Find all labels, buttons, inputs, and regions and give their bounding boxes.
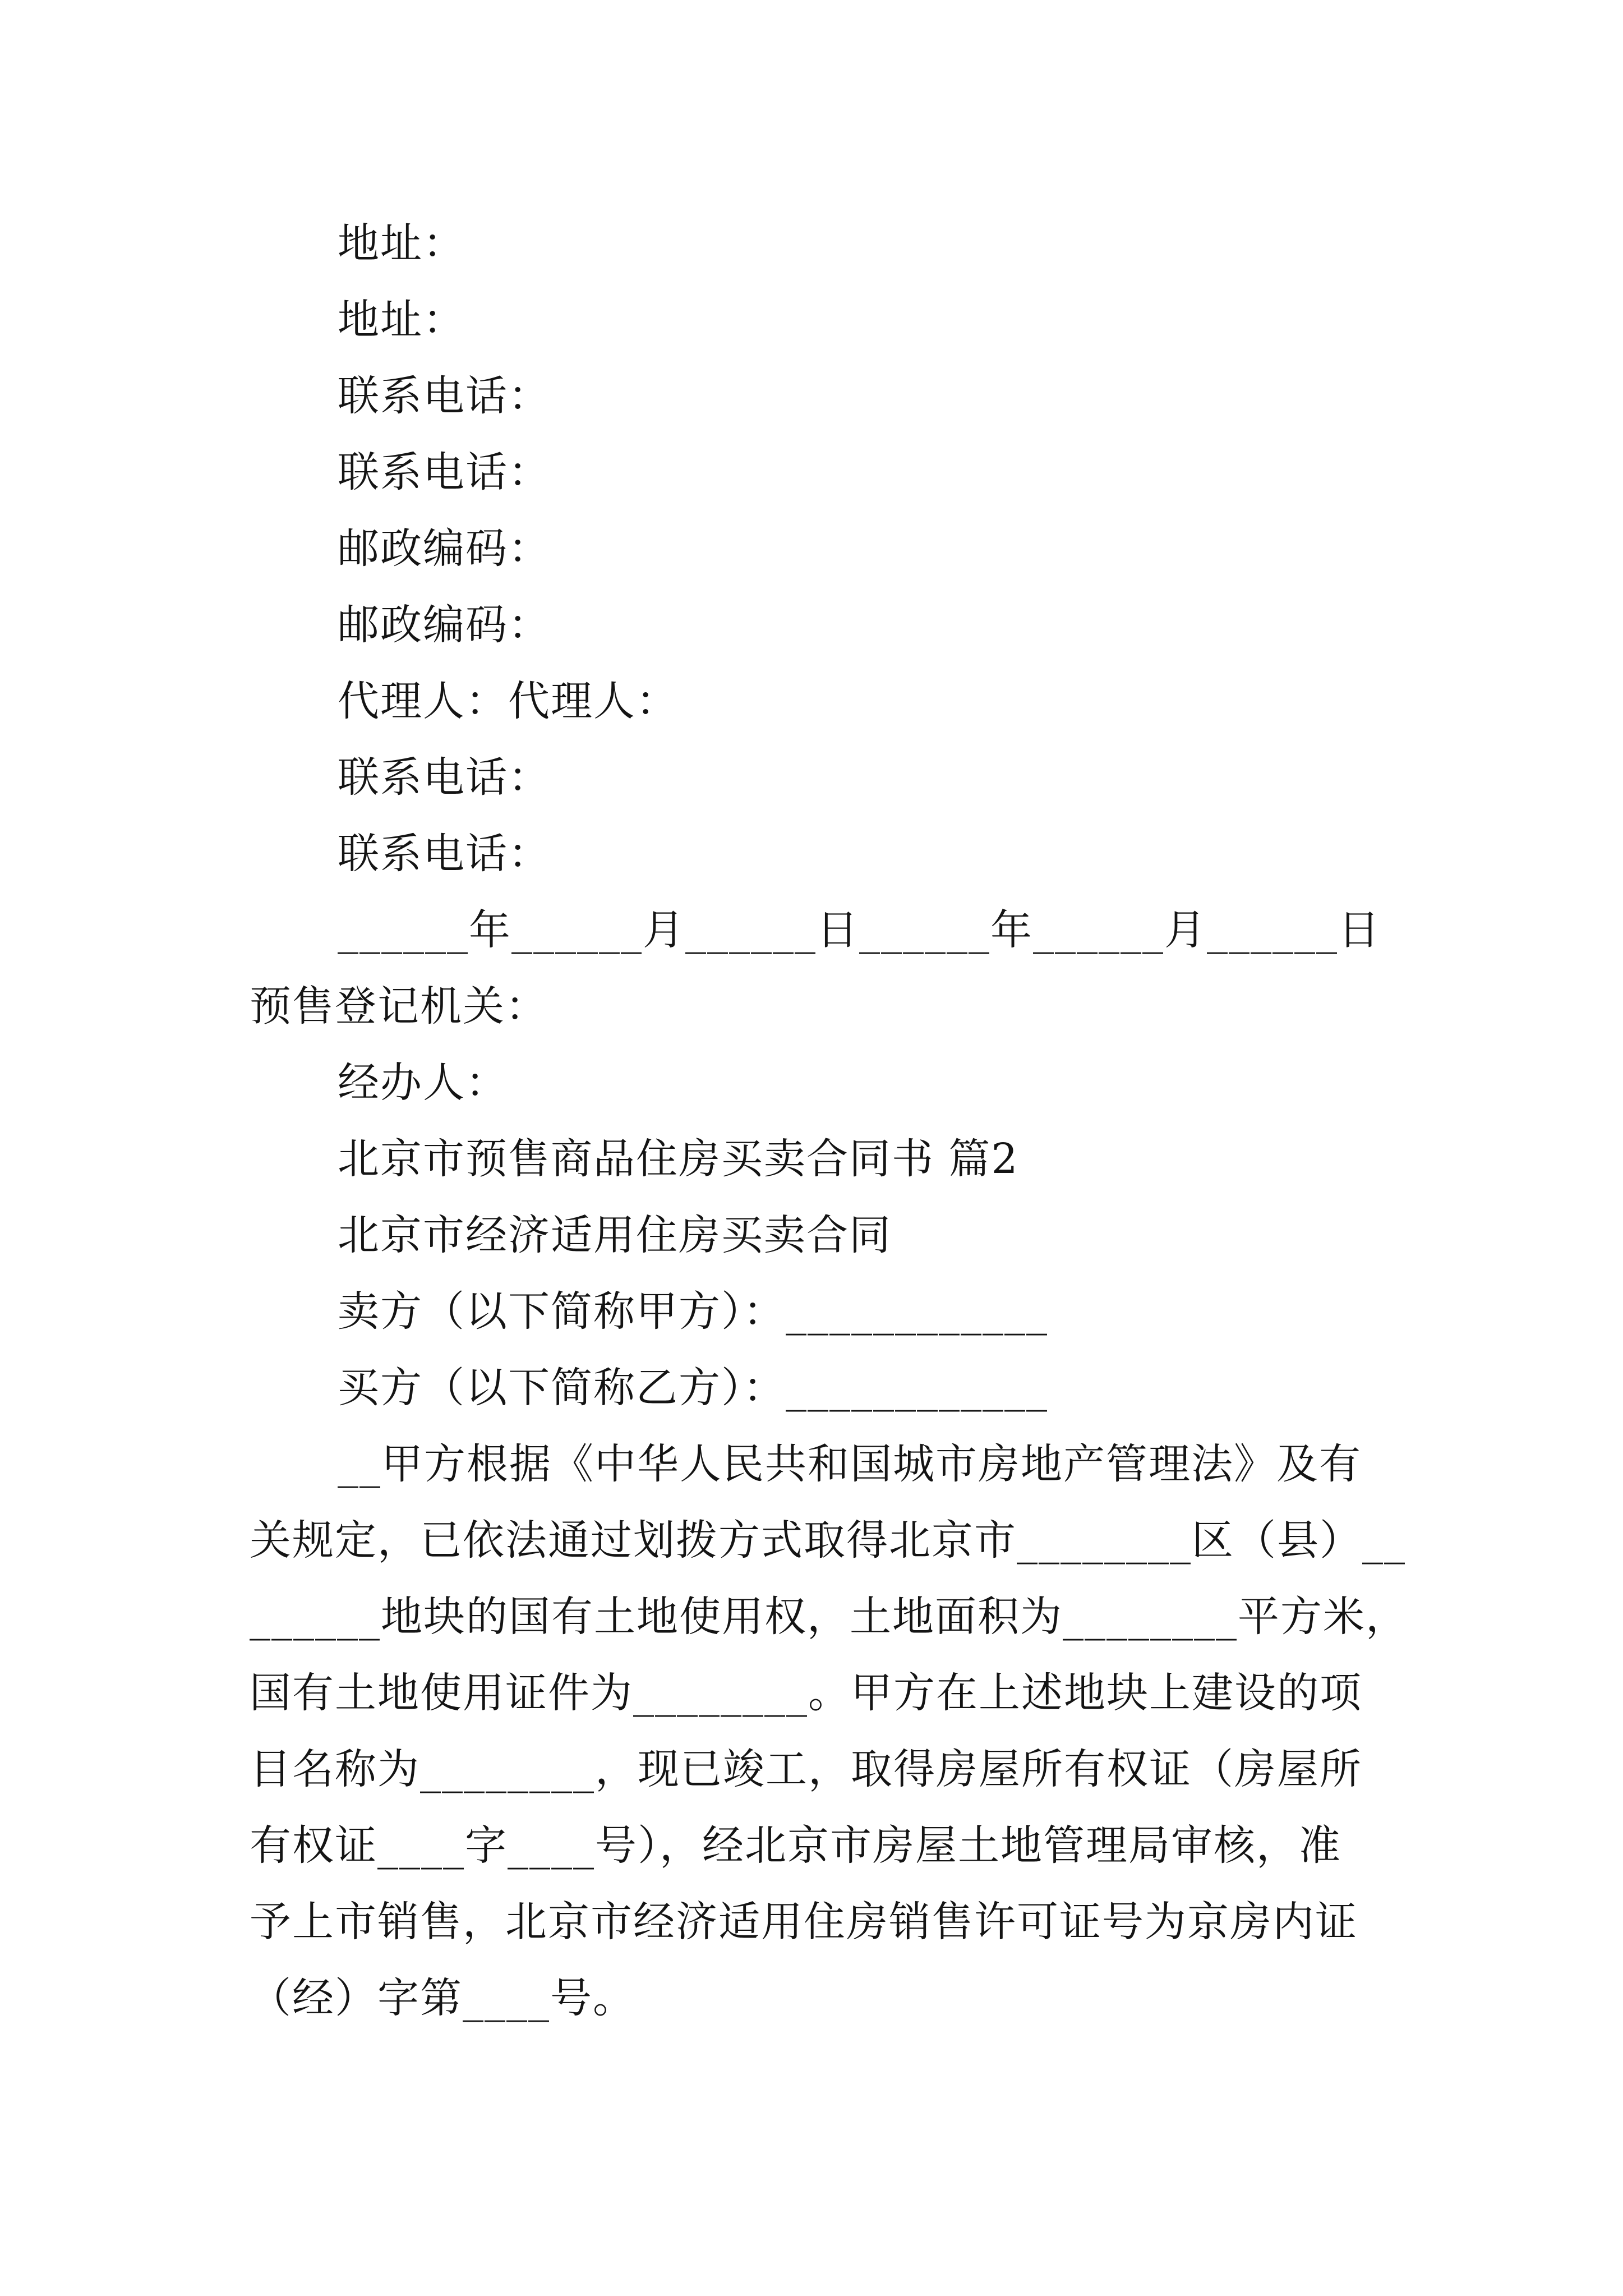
section-heading: 北京市预售商品住房买卖合同书 篇2 <box>338 1135 1019 1183</box>
seller-party-line: 卖方（以下简称甲方）：____________ <box>338 1287 1048 1336</box>
phone-label-1: 联系电话： <box>338 372 551 420</box>
agent-labels: 代理人：代理人： <box>338 677 679 725</box>
presale-registration-authority-label: 预售登记机关： <box>250 982 548 1030</box>
address-label-1: 地址： <box>338 219 465 268</box>
postal-code-label-2: 邮政编码： <box>338 601 551 649</box>
body-paragraph-line: 国有土地使用证件为________。甲方在上述地块上建设的项 <box>250 1669 1362 1717</box>
body-paragraph-line: 目名称为________，现已竣工，取得房屋所有权证（房屋所 <box>250 1745 1362 1793</box>
contract-title: 北京市经济适用住房买卖合同 <box>338 1211 892 1259</box>
address-label-2: 地址： <box>338 296 465 344</box>
date-blanks-line: ______年______月______日______年______月______日 <box>338 906 1381 954</box>
handler-label: 经办人： <box>338 1059 508 1107</box>
phone-label-4: 联系电话： <box>338 830 551 878</box>
buyer-party-line: 买方（以下简称乙方）：____________ <box>338 1364 1048 1412</box>
postal-code-label-1: 邮政编码： <box>338 524 551 573</box>
body-paragraph-line: 有权证____字____号），经北京市房屋土地管理局审核，准 <box>250 1821 1341 1870</box>
body-paragraph-line: 关规定，已依法通过划拨方式取得北京市________区（县）__ <box>250 1516 1406 1565</box>
body-paragraph-line: （经）字第____号。 <box>250 1974 635 2022</box>
phone-label-2: 联系电话： <box>338 448 551 496</box>
body-paragraph-line: __甲方根据《中华人民共和国城市房地产管理法》及有 <box>338 1440 1362 1488</box>
body-paragraph-line: ______地块的国有土地使用权，土地面积为________平方米， <box>250 1593 1408 1641</box>
body-paragraph-line: 予上市销售，北京市经济适用住房销售许可证号为京房内证 <box>250 1898 1358 1946</box>
phone-label-3: 联系电话： <box>338 753 551 802</box>
